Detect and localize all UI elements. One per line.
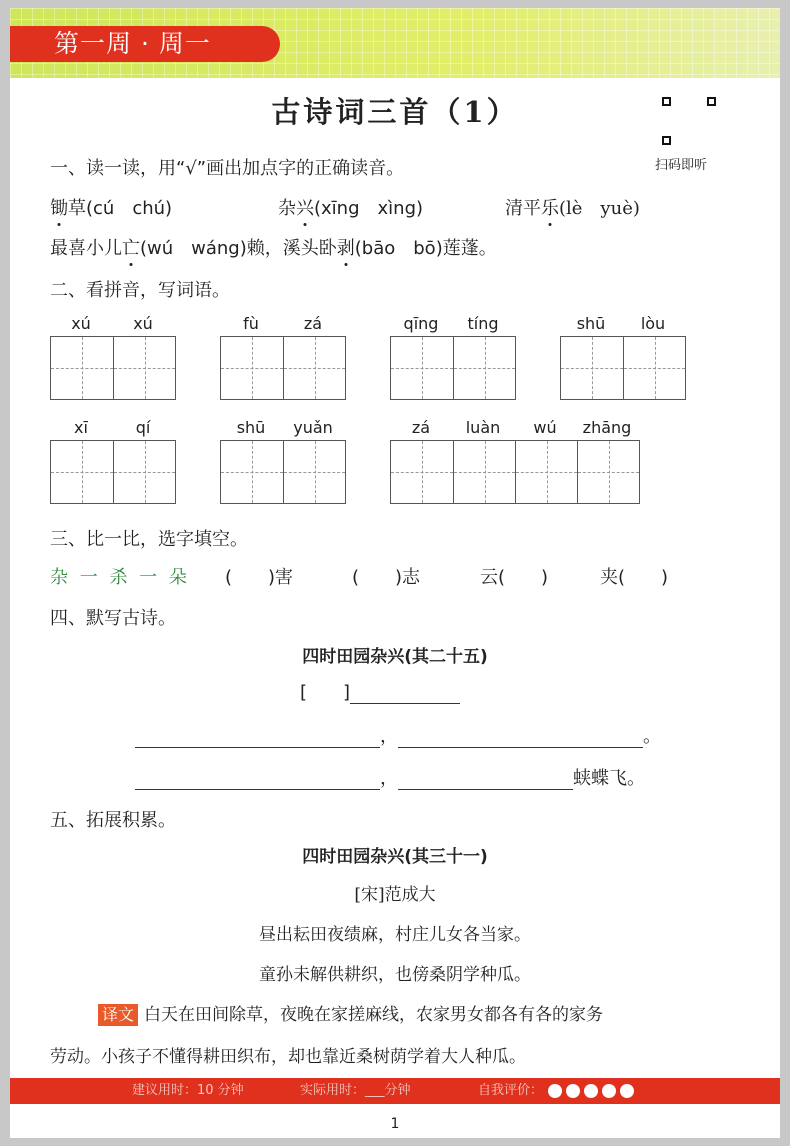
- flower-icon[interactable]: [620, 1084, 634, 1098]
- pinyin-item-1[interactable]: 锄草(cú chú): [50, 194, 172, 220]
- flower-icon[interactable]: [584, 1084, 598, 1098]
- pinyin-label: xī: [74, 418, 88, 437]
- footer-bar: [10, 1078, 780, 1104]
- translation-line-2: 劳动。小孩子不懂得耕田织布，却也靠近桑树荫学着大人种瓜。: [50, 1047, 526, 1067]
- writing-box[interactable]: [113, 337, 175, 399]
- pinyin-item-4[interactable]: 最喜小儿亡(wú wáng)赖，溪头卧剥(bāo bō)莲蓬。: [50, 234, 497, 260]
- pinyin-label: yuǎn: [293, 418, 333, 437]
- pinyin-label: qí: [135, 418, 151, 437]
- section-4-heading: 四、默写古诗。: [50, 608, 176, 629]
- writing-box[interactable]: [391, 441, 453, 503]
- pinyin-label: shū: [236, 418, 266, 437]
- flower-icon[interactable]: [602, 1084, 616, 1098]
- qr-code-icon[interactable]: [660, 95, 718, 147]
- rating-flowers[interactable]: [548, 1078, 638, 1104]
- writing-box[interactable]: [453, 441, 515, 503]
- section-5-heading: 五、拓展积累。: [50, 810, 176, 831]
- translation-badge: 译文: [98, 1004, 138, 1026]
- poem-line-1-blank[interactable]: ， 。: [135, 722, 661, 748]
- compare-chars: 杂 一 杀 一 朵: [50, 567, 187, 588]
- word-grid-1[interactable]: [50, 314, 176, 400]
- flower-icon[interactable]: [548, 1084, 562, 1098]
- word-grid-2[interactable]: [220, 314, 346, 400]
- suggested-time: 建议用时：10 分钟: [132, 1083, 244, 1098]
- pinyin-item-3[interactable]: 清平乐(lè yuè): [505, 194, 640, 220]
- writing-box[interactable]: [283, 441, 345, 503]
- writing-box[interactable]: [283, 337, 345, 399]
- self-evaluation-label: 自我评价：: [478, 1083, 544, 1098]
- pinyin-item-2[interactable]: 杂兴(xīng xìng): [278, 194, 423, 220]
- writing-box[interactable]: [561, 337, 623, 399]
- poem-line-2: 童孙未解供耕织，也傍桑阴学种瓜。: [259, 965, 531, 985]
- header-banner: [10, 8, 780, 78]
- poem-title-25: 四时田园杂兴(其二十五): [302, 647, 488, 667]
- poem-line-2-blank[interactable]: ， 蛱蝶飞。: [135, 764, 645, 790]
- pinyin-label: qīng: [403, 314, 439, 333]
- pinyin-label: zá: [411, 418, 431, 437]
- poem-title-31: 四时田园杂兴(其三十一): [302, 847, 488, 867]
- writing-box[interactable]: [391, 337, 453, 399]
- word-grid-7[interactable]: [390, 418, 640, 504]
- fill-blank-1[interactable]: ( )害: [225, 567, 294, 588]
- section-3-heading: 三、比一比，选字填空。: [50, 529, 248, 550]
- writing-box[interactable]: [221, 337, 283, 399]
- section-2-heading: 二、看拼音，写词语。: [50, 280, 230, 301]
- pinyin-label: tíng: [467, 314, 499, 333]
- fill-blank-4[interactable]: 夹( ): [600, 567, 669, 588]
- pinyin-label: fù: [243, 314, 259, 333]
- page-number: 1: [390, 1116, 400, 1132]
- translation-line-1: 译文 白天在田间除草，夜晚在家搓麻线，农家男女都各有各的家务: [98, 1000, 603, 1026]
- word-grid-6[interactable]: [220, 418, 346, 504]
- pinyin-label: shū: [576, 314, 606, 333]
- dynasty-author-blank[interactable]: [ ]: [300, 678, 460, 704]
- pinyin-label: lòu: [640, 314, 666, 333]
- pinyin-label: xú: [133, 314, 153, 333]
- writing-box[interactable]: [623, 337, 685, 399]
- section-1-heading: 一、读一读，用“√”画出加点字的正确读音。: [50, 158, 405, 179]
- writing-box[interactable]: [113, 441, 175, 503]
- flower-icon[interactable]: [566, 1084, 580, 1098]
- pinyin-label: xú: [71, 314, 91, 333]
- writing-box[interactable]: [515, 441, 577, 503]
- writing-box[interactable]: [221, 441, 283, 503]
- writing-box[interactable]: [51, 441, 113, 503]
- writing-box[interactable]: [453, 337, 515, 399]
- week-day-tab: 第一周 · 周一: [10, 26, 280, 62]
- word-grid-5[interactable]: [50, 418, 176, 504]
- writing-box[interactable]: [577, 441, 639, 503]
- writing-box[interactable]: [51, 337, 113, 399]
- word-grid-4[interactable]: [560, 314, 686, 400]
- pinyin-label: luàn: [465, 418, 501, 437]
- qr-label: 扫码即听: [655, 158, 708, 173]
- word-grid-3[interactable]: [390, 314, 516, 400]
- actual-time[interactable]: 实际用时：___分钟: [300, 1083, 411, 1098]
- fill-blank-2[interactable]: ( )志: [352, 567, 421, 588]
- poem-author: [宋]范成大: [354, 885, 436, 905]
- worksheet-page: [10, 8, 780, 1138]
- pinyin-label: zá: [303, 314, 323, 333]
- pinyin-label: zhāng: [582, 418, 632, 437]
- page-title: 古诗词三首（1）: [271, 95, 519, 129]
- fill-blank-3[interactable]: 云( ): [480, 567, 549, 588]
- poem-line-1: 昼出耘田夜绩麻，村庄儿女各当家。: [259, 925, 531, 945]
- pinyin-label: wú: [533, 418, 557, 437]
